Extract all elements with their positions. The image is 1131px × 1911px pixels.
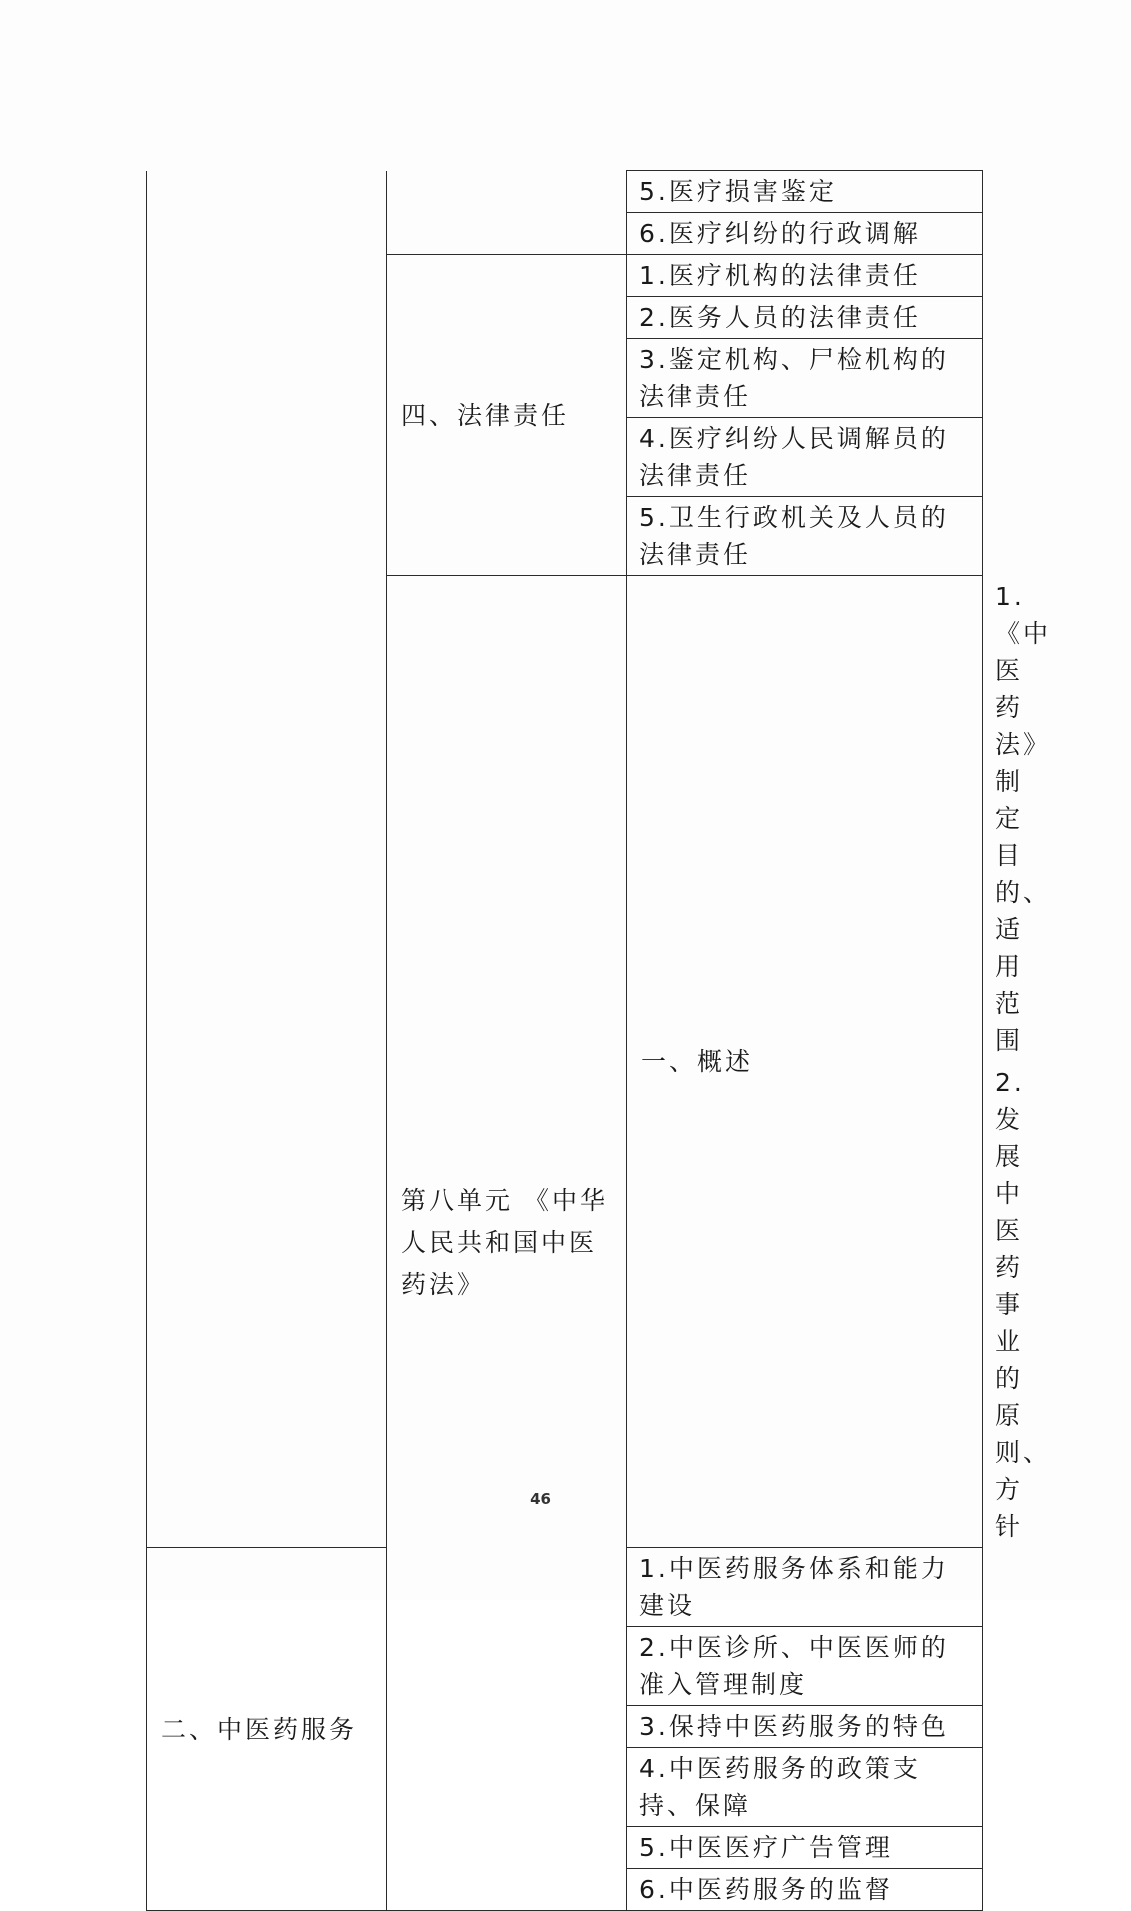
outline-item: 6.中医药服务的监督 bbox=[627, 1869, 983, 1911]
section-title-legal-liability: 四、法律责任 bbox=[387, 255, 627, 576]
outline-item: 1.中医药服务体系和能力建设 bbox=[627, 1548, 983, 1627]
outline-item: 5.卫生行政机关及人员的法律责任 bbox=[627, 497, 983, 576]
outline-item: 2.医务人员的法律责任 bbox=[627, 297, 983, 339]
outline-item: 6.医疗纠纷的行政调解 bbox=[627, 213, 983, 255]
outline-item: 3.保持中医药服务的特色 bbox=[627, 1706, 983, 1748]
outline-item: 2.中医诊所、中医医师的准入管理制度 bbox=[627, 1627, 983, 1706]
outline-item: 1.医疗机构的法律责任 bbox=[627, 255, 983, 297]
table-row: 第八单元 《中华人民共和国中医药法》 一、概述 1.《中医药法》制定目的、适用范围 bbox=[147, 576, 983, 1062]
syllabus-table bbox=[146, 170, 1052, 1911]
outline-item: 5.医疗损害鉴定 bbox=[627, 171, 983, 213]
outline-item: 3.鉴定机构、尸检机构的法律责任 bbox=[627, 339, 983, 418]
table-row: 2.发展中医药事业的原则、方针 bbox=[995, 1068, 1052, 1541]
page-number: 46 bbox=[530, 1490, 551, 1508]
table-row bbox=[147, 171, 983, 213]
outline-item: 5.中医医疗广告管理 bbox=[627, 1827, 983, 1869]
continued-section-cell bbox=[387, 171, 627, 255]
section-title-tcm-services: 二、中医药服务 bbox=[147, 1548, 387, 1911]
continued-unit-cell bbox=[147, 171, 387, 1548]
outline-item: 4.中医药服务的政策支持、保障 bbox=[627, 1748, 983, 1827]
outline-item: 4.医疗纠纷人民调解员的法律责任 bbox=[627, 418, 983, 497]
unit-title-tcm-law: 第八单元 《中华人民共和国中医药法》 bbox=[387, 576, 627, 1911]
section-title-overview: 一、概述 bbox=[627, 576, 983, 1548]
